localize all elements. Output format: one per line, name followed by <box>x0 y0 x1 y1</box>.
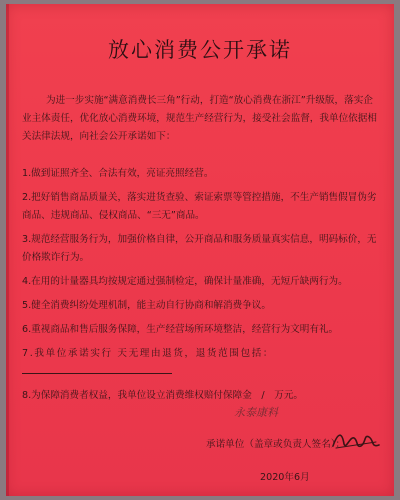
signer-label: 承诺单位（盖章或负责人签名）： <box>206 439 346 450</box>
item-7-text: 天无理由退货，退货范围包括： <box>117 348 275 359</box>
item-7-blank-line <box>22 363 172 374</box>
commitment-item-7 <box>22 345 380 381</box>
commitment-item-8: 8.为保障消费者权益，我单位设立消费维权赔付保障金 / 万元。 <box>22 390 304 401</box>
commitment-list <box>22 165 380 411</box>
commitment-sheet <box>6 4 394 496</box>
commitment-item-3: 3.规范经营服务行为，加强价格自律，公开商品和服务质量真实信息，明码标价，无价格欺诈行为。 <box>22 234 377 263</box>
commitment-item-5: 5.健全消费纠纷处理机制，能主动自行协商和解消费争议。 <box>22 300 271 311</box>
intro-paragraph: 为进一步实施“满意消费长三角”行动，打造“放心消费在浙江”升级版，落实企业主体责任，优化放心消费环境，规范生产经营行为，接受社会监督，我单位依据相关法律法规，向社会公开承诺如下： <box>22 95 377 142</box>
document-title: 放心消费公开承诺 <box>108 38 292 62</box>
document-date: 2020年6月 <box>260 472 310 483</box>
item-7-prefix: 7.我单位承诺实行 <box>22 348 113 359</box>
commitment-item-4: 4.在用的计量器具均按规定通过强制检定，确保计量准确，无短斤缺两行为。 <box>22 276 348 287</box>
handwritten-company-name: 永泰康料 <box>234 406 278 419</box>
commitment-item-6: 6.重视商品和售后服务保障，生产经营场所环境整洁，经营行为文明有礼。 <box>22 324 339 335</box>
commitment-item-2: 2.把好销售商品质量关，落实进货查验、索证索票等管控措施，不生产销售假冒伪劣商品、违规商品、侵权商品、“三无”商品。 <box>22 192 377 221</box>
paper-edge <box>6 4 9 496</box>
commitment-item-1: 1.做到证照齐全、合法有效，亮证亮照经营。 <box>22 168 214 179</box>
signature-scribble <box>330 428 382 454</box>
